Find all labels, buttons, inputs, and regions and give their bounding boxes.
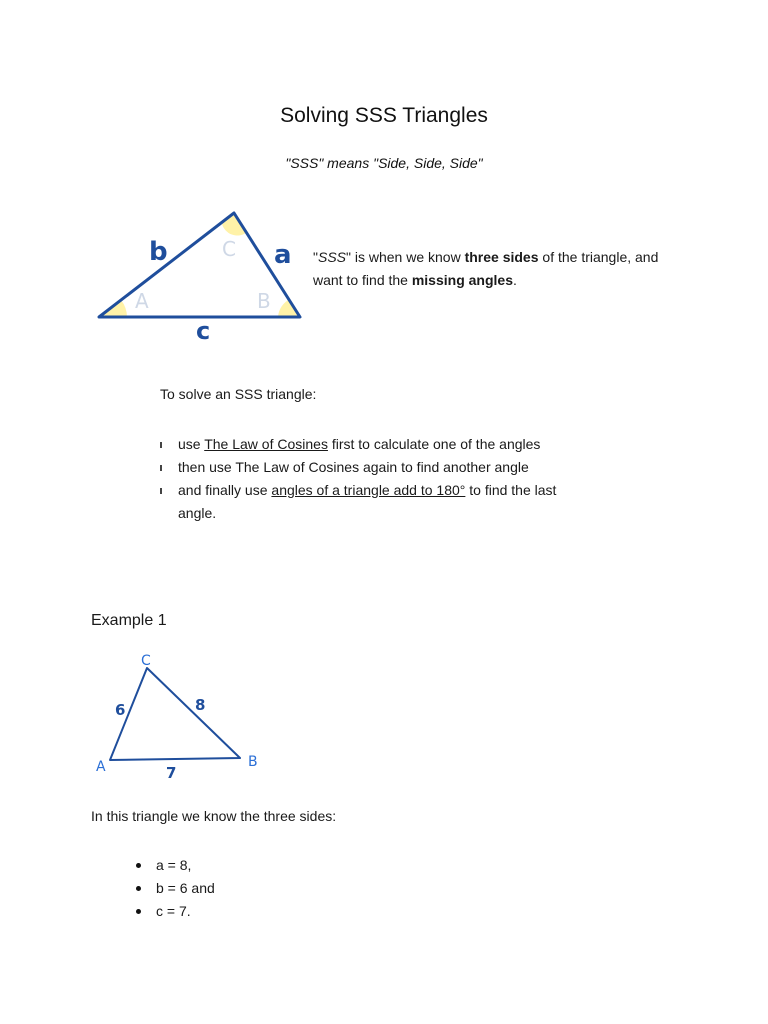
bullet-icon xyxy=(160,488,162,494)
list-item: b = 6 and xyxy=(136,877,215,900)
step-item: use The Law of Cosines first to calculate one of the angles xyxy=(160,433,580,456)
sss-intro-text: "SSS" is when we know three sides of the triangle, and want to find the missing angles. xyxy=(313,249,659,288)
bullet-icon xyxy=(160,442,162,448)
bullet-icon xyxy=(160,465,162,471)
missing-angles-emphasis: missing angles xyxy=(411,272,513,288)
example-triangle-figure xyxy=(90,648,270,783)
list-item: a = 8, xyxy=(136,854,215,877)
sss-triangle-figure xyxy=(90,200,315,350)
angle-label-a: A xyxy=(135,289,149,313)
sss-term: SSS xyxy=(317,249,346,265)
page-subtitle: "SSS" means "Side, Side, Side" xyxy=(285,155,483,171)
side-values-list xyxy=(136,854,215,923)
side-label-c: c xyxy=(196,317,211,345)
side-label-a: a xyxy=(274,240,292,270)
angle-label-b: B xyxy=(257,289,271,313)
example-triangle-outline xyxy=(110,668,240,760)
side-label-b: b xyxy=(149,237,168,267)
vertex-label-a: A xyxy=(96,759,106,775)
example-title: Example 1 xyxy=(91,612,167,629)
page-title: Solving SSS Triangles xyxy=(280,104,488,127)
bullet-icon xyxy=(136,863,141,868)
side-label-7: 7 xyxy=(166,764,177,782)
list-item: c = 7. xyxy=(136,900,215,923)
bullet-icon xyxy=(136,909,141,914)
law-of-cosines-link[interactable]: The Law of Cosines xyxy=(204,436,328,452)
bullet-icon xyxy=(136,886,141,891)
three-sides-emphasis: three sides xyxy=(464,249,539,265)
vertex-label-c: C xyxy=(141,653,151,669)
angle-label-c: C xyxy=(222,237,236,261)
step-item: then use The Law of Cosines again to find another angle xyxy=(160,456,580,479)
step-item: and finally use angles of a triangle add to 180° to find the last angle. xyxy=(160,479,580,525)
steps-list xyxy=(160,433,580,525)
known-sides-text: In this triangle we know the three sides: xyxy=(91,808,337,824)
solve-label: To solve an SSS triangle: xyxy=(160,386,317,402)
side-label-6: 6 xyxy=(115,701,126,719)
side-label-8: 8 xyxy=(195,696,206,714)
vertex-label-b: B xyxy=(248,754,258,770)
angles-add-to-180-link[interactable]: angles of a triangle add to 180° xyxy=(271,482,466,498)
